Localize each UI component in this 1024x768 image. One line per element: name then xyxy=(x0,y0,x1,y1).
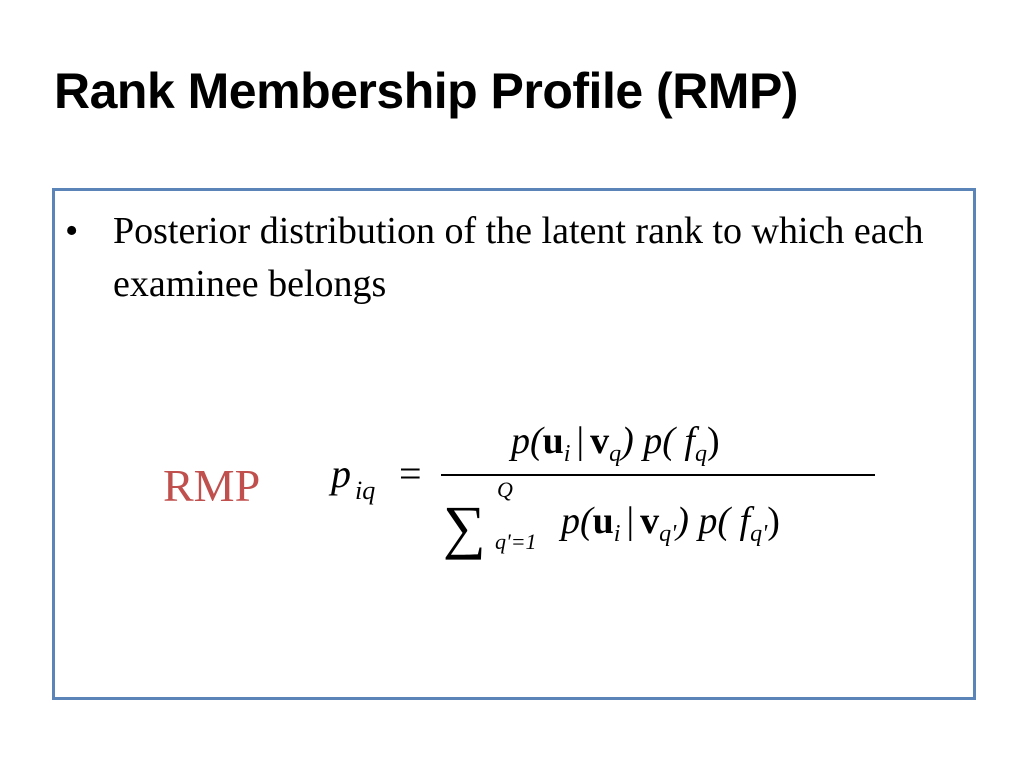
summation-lower: q'=1 xyxy=(495,529,537,554)
summation-upper: Q xyxy=(497,477,513,502)
content-box xyxy=(52,188,976,700)
summation-sign: ∑ xyxy=(443,494,486,560)
formula-lhs: p xyxy=(331,451,351,496)
rmp-formula xyxy=(325,411,945,571)
numerator: $p(u_i$ | $v_q$) p( $f_q$) xyxy=(511,420,720,467)
denominator: $p(u_i$ | $v_{q'}$) p( $f_{q'}$) xyxy=(561,500,780,547)
rmp-label: RMP xyxy=(163,460,261,511)
bullet-marker: • xyxy=(65,210,79,252)
bullet-text: Posterior distribution of the latent rank to which each examinee belongs xyxy=(113,210,924,305)
bullet-item xyxy=(65,205,925,311)
slide-title: Rank Membership Profile (RMP) xyxy=(54,63,798,119)
formula-lhs-sub: iq xyxy=(355,476,376,505)
formula-equals: = xyxy=(399,451,422,496)
